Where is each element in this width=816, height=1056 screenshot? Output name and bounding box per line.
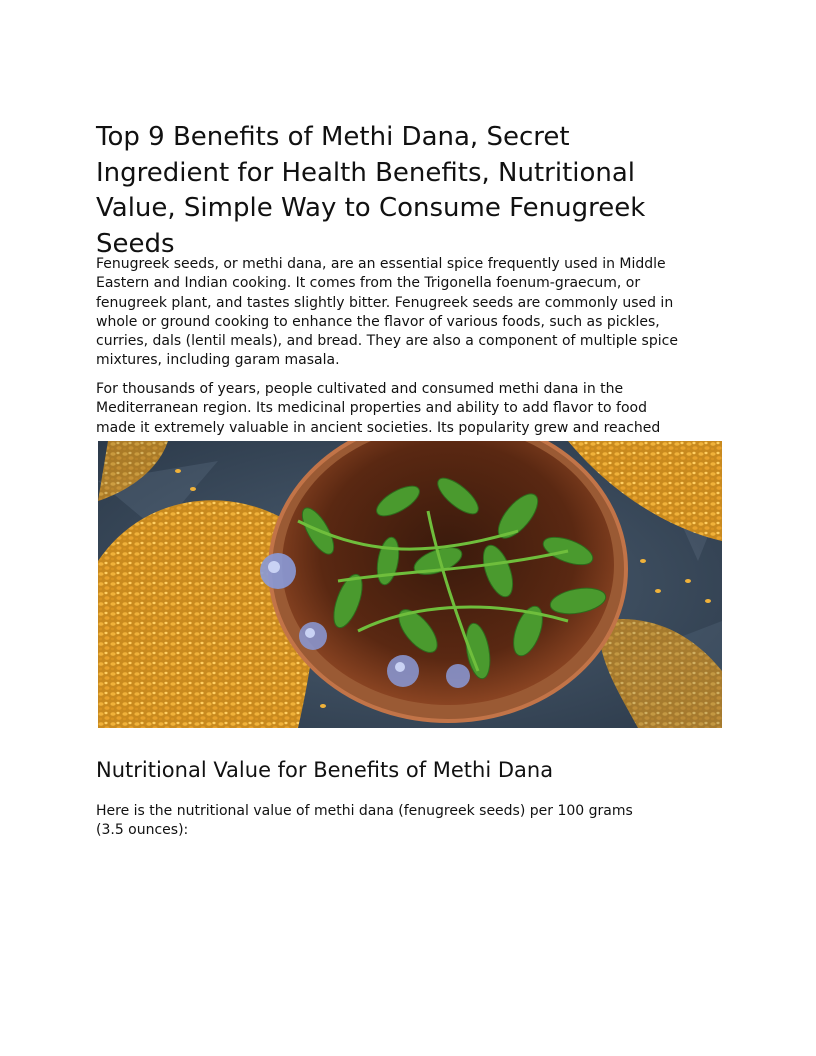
nutrition-paragraph: Here is the nutritional value of methi dana (fenugreek seeds) per 100 grams (3.5 ounces):: [96, 803, 633, 839]
article-title: Top 9 Benefits of Methi Dana, Secret Ingredient for Health Benefits, Nutritional Value, Simple Way to Consume Fenugreek Seeds: [96, 122, 646, 259]
nutrition-heading: Nutritional Value for Benefits of Methi Dana: [96, 758, 554, 782]
fenugreek-photo-illustration: [98, 441, 722, 728]
fenugreek-image: [98, 441, 722, 728]
intro-paragraph: Fenugreek seeds, or methi dana, are an essential spice frequently used in Middle Eastern and Indian cooking. It comes from the Trigonella foenum-graecum, or fenugreek plant, and tastes slightly bitter. Fenugreek seeds are commonly used in whole or ground cooking to enhance the flavor of various foods, such as pickles, curries, dals (lentil meals), and bread. They are also a component of multiple spice mixtures, including garam masala.: [96, 256, 678, 369]
history-paragraph: For thousands of years, people cultivated and consumed methi dana in the Mediterranean region. Its medicinal properties and ability to add flavor to food made it extremely valuable in ancient societies. Its popularity grew and reached: [96, 381, 661, 436]
